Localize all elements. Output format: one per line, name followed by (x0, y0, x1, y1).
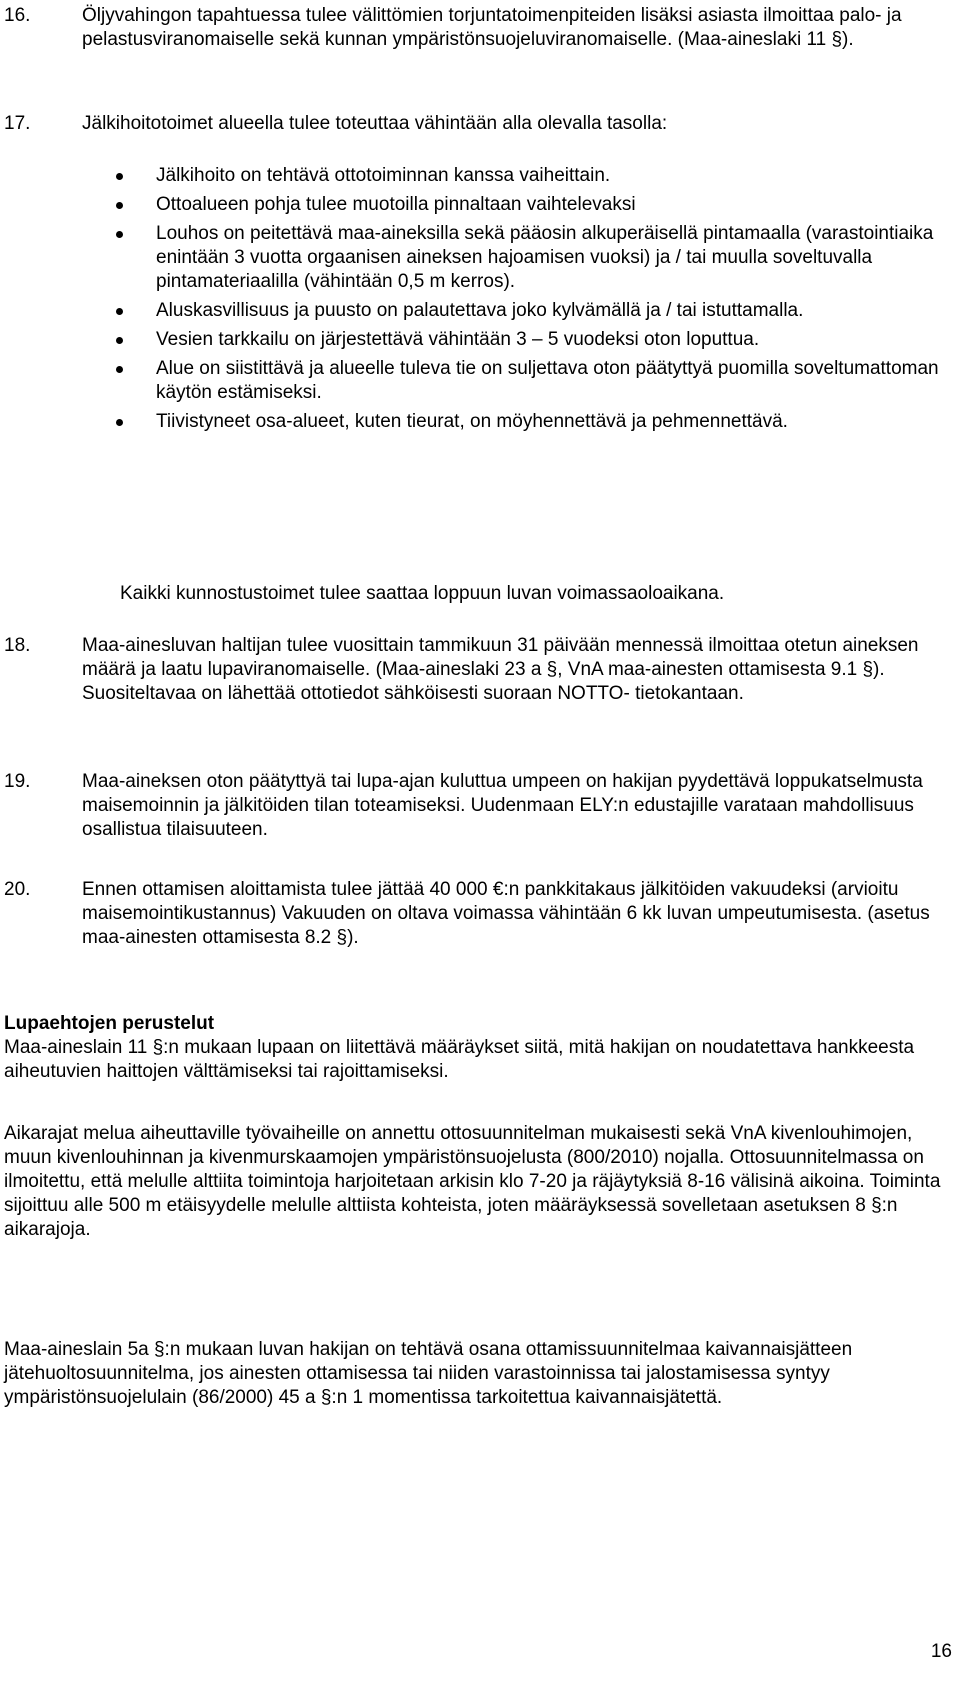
clause-17 (4, 112, 944, 136)
clause-number: 19. (4, 771, 31, 792)
paragraph: Maa-aineslain 5a §:n mukaan luvan hakijan on tehtävä osana ottamissuunnitelmaa kaivannaisjätteen jätehuoltosuunnitelma, jos ainesten ottamisessa tai niiden varastoinnissa tai jalostamisessa syntyy ympäristönsuojelulain (86/2000) 45 a §:n 1 momentissa tarkoitettua kaivannaisjätettä. (4, 1339, 853, 1408)
justification-section (4, 1012, 944, 1084)
bullet-icon (116, 308, 123, 315)
page-number: 16 (930, 1641, 952, 1662)
clause-number: 20. (4, 879, 31, 900)
clause-text: Maa-aineksen oton päätyttyä tai lupa-ajan kuluttua umpeen on hakijan pyydettävä loppukatselmusta maisemoinnin ja jälkitöiden tilan toteamiseksi. Uudenmaan ELY:n edustajille varataan mahdollisuus osallistua tilaisuuteen. (82, 771, 923, 840)
list-item: Ottoalueen pohja tulee muotoilla pinnaltaan vaihtelevaksi (116, 193, 946, 217)
clause-number: 16. (4, 5, 31, 26)
list-item: Aluskasvillisuus ja puusto on palautettava joko kylvämällä ja / tai istuttamalla. (116, 299, 946, 323)
list-item: Louhos on peitettävä maa-aineksilla sekä pääosin alkuperäisellä pintamaalla (varastointiaika enintään 3 vuotta orgaanisen aineksen hajoamisen vuoksi) ja / tai muulla soveltuvalla pintamateriaalilla (vähintään 0,5 m kerros). (116, 222, 946, 294)
list-item: Jälkihoito on tehtävä ottotoiminnan kanssa vaiheittain. (116, 164, 946, 188)
aftercare-bullet-list (116, 164, 946, 439)
clause-number: 18. (4, 635, 31, 656)
bullet-icon (116, 419, 123, 426)
bullet-icon (116, 202, 123, 209)
clause-19 (4, 770, 944, 842)
clause-20 (4, 878, 944, 950)
clause-text: Ennen ottamisen aloittamista tulee jättää 40 000 €:n pankkitakaus jälkitöiden vakuudeksi (arvioitu maisemointikustannus) Vakuuden on oltava voimassa vähintään 6 kk luvan umpeutumisesta. (asetus maa-ainesten ottamisesta 8.2 §). (82, 879, 930, 948)
list-item: Alue on siistittävä ja alueelle tuleva tie on suljettava oton päätyttyä puomilla soveltumattoman käytön estämiseksi. (116, 357, 946, 405)
clause-text: Jälkihoitotoimet alueella tulee toteuttaa vähintään alla olevalla tasolla: (82, 113, 668, 134)
paragraph-block (4, 1122, 944, 1242)
paragraph: Aikarajat melua aiheuttaville työvaiheille on annettu ottosuunnitelman mukaisesti sekä VnA kivenlouhimojen, muun kivenlouhinnan ja kivenmurskaamojen ympäristönsuojelusta (800/2010) nojalla. Ottosuunnitelmassa on ilmoitettu, että melulle alttiita toimintoja harjoitetaan arkisin klo 7-20 ja räjäytyksiä 8-16 välisinä aikoina. Toiminta sijoittuu alle 500 m etäisyydelle melulle alttiista kohteista, joten määräyksessä sovelletaan asetuksen 8 §:n aikarajoja. (4, 1123, 941, 1240)
paragraph: Maa-aineslain 11 §:n mukaan lupaan on liitettävä määräykset siitä, mitä hakijan on noudatettava hankkeesta aiheutuvien haittojen välttämiseksi tai rajoittamiseksi. (4, 1037, 915, 1082)
clause-text: Öljyvahingon tapahtuessa tulee välittömien torjuntatoimenpiteiden lisäksi asiasta ilmoittaa palo- ja pelastusviranomaiselle sekä kunnan ympäristönsuojeluviranomaiselle. (Maa-aineslaki 11 §). (82, 5, 902, 50)
clause-18 (4, 634, 944, 706)
closing-note: Kaikki kunnostustoimet tulee saattaa loppuun luvan voimassaoloaikana. (120, 583, 725, 604)
clause-number: 17. (4, 113, 31, 134)
clause-16 (4, 4, 944, 52)
bullet-icon (116, 173, 123, 180)
clause-text: Maa-ainesluvan haltijan tulee vuosittain tammikuun 31 päivään mennessä ilmoittaa otetun aineksen määrä ja laatu lupaviranomaiselle. (Maa-aineslaki 23 a §, VnA maa-ainesten ottamisesta 9.1 §). Suositeltavaa on lähettää ottotiedot sähköisesti suoraan NOTTO- tietokantaan. (82, 635, 919, 704)
list-item: Tiivistyneet osa-alueet, kuten tieurat, on möyhennettävä ja pehmennettävä. (116, 410, 946, 434)
bullet-icon (116, 337, 123, 344)
bullet-icon (116, 231, 123, 238)
bullet-icon (116, 366, 123, 373)
list-item: Vesien tarkkailu on järjestettävä vähintään 3 – 5 vuodeksi oton loputtua. (116, 328, 946, 352)
paragraph-block (4, 1338, 944, 1410)
section-heading: Lupaehtojen perustelut (4, 1013, 215, 1034)
